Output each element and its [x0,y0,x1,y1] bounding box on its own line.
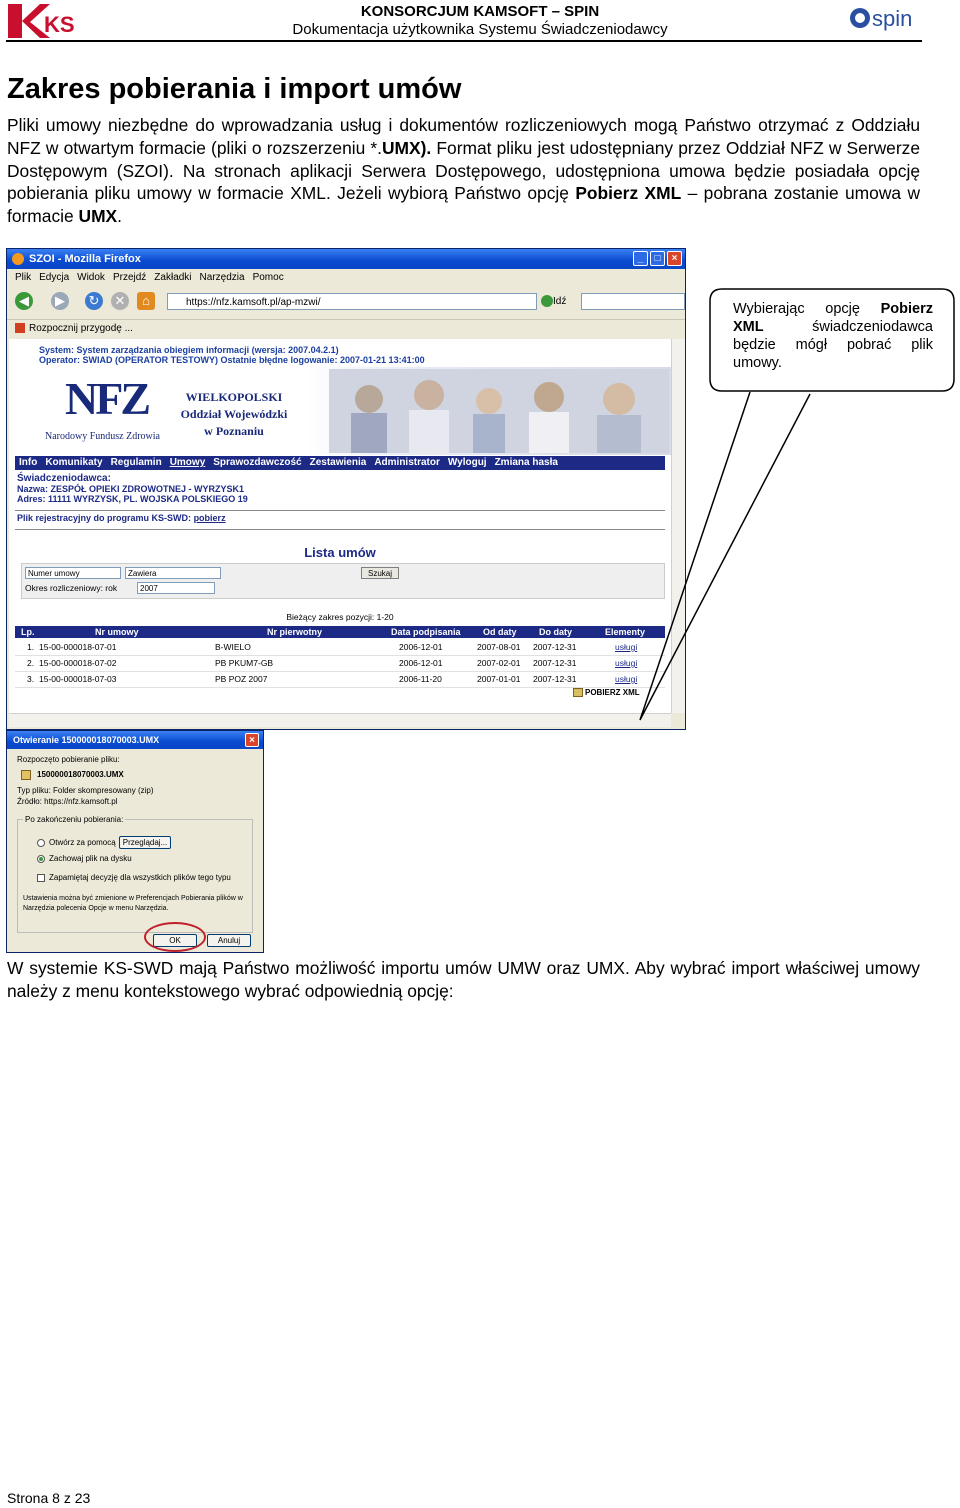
services-link[interactable]: usługi [615,642,638,652]
open-with-label: Otwórz za pomocą [49,838,116,847]
forward-icon[interactable]: ▶ [51,292,69,310]
browser-title-bar [7,249,685,269]
nav-info[interactable]: Info [19,457,38,468]
provider-name: Nazwa: ZESPÓŁ OPIEKI ZDROWOTNEJ - WYRZYSK1 [17,484,245,494]
table-header: Lp. Nr umowy Nr pierwotny Data podpisania Od daty Do daty Elementy [15,626,665,638]
page-number: Strona 8 z 23 [7,1490,91,1506]
callout-text: Wybierając opcję Pobierz XML świadczeniodawca będzie mógł pobrać plik umowy. [733,301,933,371]
menu-przejdz[interactable]: Przejdź [112,272,147,283]
remember-label: Zapamiętaj decyzję dla wszystkich plików tego typu [49,873,231,882]
header-divider [6,40,922,42]
dialog-close-button[interactable]: × [245,733,259,747]
menu-edycja[interactable]: Edycja [39,272,70,283]
menu-narzedzia[interactable]: Narzędzia [199,272,245,283]
reload-icon[interactable]: ↻ [85,292,103,310]
open-with-radio[interactable] [37,839,45,847]
nav-administrator[interactable]: Administrator [374,457,440,468]
section-title: Zakres pobierania i import umów [7,73,462,105]
spin-logo [848,2,916,34]
services-link[interactable]: usługi [615,674,638,684]
browse-button[interactable]: Przeglądaj... [119,836,171,849]
system-info: System: System zarządzania obiegiem informacji (wersja: 2007.04.2.1) [39,345,339,355]
dialog-source: Źródło: https://nfz.kamsoft.pl [17,797,118,806]
header-subtitle: Dokumentacja użytkownika Systemu Świadczeniodawcy [292,21,668,38]
region-name: WIELKOPOLSKI Oddział Wojewódzki w Poznaniu [180,390,288,438]
divider [15,510,665,511]
maximize-button[interactable]: □ [650,251,665,266]
bookmarks-bar [7,319,685,338]
ks-logo-text: KS [44,12,75,37]
save-to-disk-radio[interactable] [37,855,45,863]
close-button[interactable]: × [667,251,682,266]
callout-pointer [630,384,830,724]
cancel-button[interactable]: Anuluj [207,934,251,947]
nav-umowy[interactable]: Umowy [169,457,206,468]
period-label: Okres rozliczeniowy: rok [25,583,118,593]
home-icon[interactable]: ⌂ [137,292,155,310]
filter-field-select[interactable]: Numer umowy [25,567,121,579]
dialog-note: Ustawienia można być zmienione w Preferencjach Pobierania plików w [23,895,243,902]
menu-pomoc[interactable]: Pomoc [252,272,284,283]
search-box[interactable] [581,293,685,310]
spin-logo-text: spin [872,6,913,31]
nav-wyloguj[interactable]: Wyloguj [447,457,487,468]
save-to-disk-label: Zachowaj plik na dysku [49,854,132,863]
table-row[interactable]: 1. 15-00-000018-07-01 B-WIELO 2006-12-01 2007-08-01 2007-12-31 usługi [15,640,665,656]
provider-address: Adres: 11111 WYRZYSK, PL. WOJSKA POLSKIEGO 19 [17,494,248,504]
horizontal-scrollbar[interactable] [9,713,671,727]
go-label[interactable]: Idź [553,296,567,307]
intro-paragraph: Pliki umowy niezbędne do wprowadzania usług i dokumentów rozliczeniowych mogą Państwo otrzymać z Oddziału NFZ w otwartym formacie (pliki o rozszerzeniu *.UMX). Format pliku jest udostępniany przez Oddział NFZ w Serwerze Dostępowym (SZOI). Na stronach aplikacji Serwera Dostępowego, udostępniona umowa będzie posiadała opcję pobierania pliku umowy w formacie XML. Jeżeli wybiorą Państwo opcję Pobierz XML – pobrana zostanie umowa w formacie UMX. [7,115,920,227]
nav-komunikaty[interactable]: Komunikaty [45,457,103,468]
ok-highlight-ring [144,922,206,952]
url-bar[interactable]: https://nfz.kamsoft.pl/ap-mzwi/ [167,293,537,310]
remember-checkbox[interactable] [37,874,45,882]
bookmark-icon [15,323,25,333]
zip-folder-icon [21,770,31,780]
header-title: KONSORCJUM KAMSOFT – SPIN [360,3,600,20]
go-icon[interactable] [541,295,553,307]
browser-menu-bar [7,269,685,287]
download-xml-link[interactable]: POBIERZ XML [585,688,640,697]
bookmark-link[interactable]: Rozpocznij przygodę ... [29,323,133,334]
page-content [9,339,671,713]
menu-zakladki[interactable]: Zakładki [154,272,192,283]
range-info: Bieżący zakres pozycji: 1-20 [286,612,394,622]
dialog-note: Narzędzia polecenia Opcje w menu Narzędzia. [23,905,169,912]
back-icon[interactable]: ◀ [15,292,33,310]
stop-icon[interactable]: ✕ [111,292,129,310]
nfz-name: Narodowy Fundusz Zdrowia [45,431,160,442]
dialog-title: Otwieranie 150000018070003.UMX [13,735,160,745]
reg-file-link[interactable]: pobierz [193,513,226,523]
dialog-question: Po zakończeniu pobierania: [25,815,124,824]
year-select[interactable]: 2007 [137,582,215,594]
list-title: Lista umów [304,545,376,560]
nav-regulamin[interactable]: Regulamin [110,457,162,468]
divider [15,529,665,530]
outro-paragraph: W systemie KS-SWD mają Państwo możliwość importu umów UMW oraz UMX. Aby wybrać import właściwej umowy należy z menu kontekstowego wybrać odpowiednią opcję: [7,958,920,1001]
browser-window [6,248,686,730]
search-button[interactable]: Szukaj [361,567,399,579]
nav-sprawozdawczosc[interactable]: Sprawozdawczość [213,457,302,468]
ok-button[interactable]: OK [153,934,197,947]
table-row[interactable]: 2. 15-00-000018-07-02 PB PKUM7-GB 2006-12-01 2007-02-01 2007-12-31 usługi [15,656,665,672]
nav-zmiana-hasla[interactable]: Zmiana hasła [494,457,558,468]
download-dialog [6,730,264,953]
dialog-filetype: Typ pliku: Folder skompresowany (zip) [17,786,154,795]
filter-op-select[interactable]: Zawiera [125,567,221,579]
site-nav [15,456,665,470]
banner-people-image [329,369,669,453]
reg-file-row: Plik rejestracyjny do programu KS-SWD: pobierz [17,513,226,523]
dialog-title-bar [7,731,263,749]
nfz-logo: NFZ [65,373,148,424]
dialog-filename: 150000018070003.UMX [37,770,124,779]
firefox-icon [12,253,24,265]
menu-widok[interactable]: Widok [77,272,105,283]
provider-heading: Świadczeniodawca: [17,473,111,484]
nav-zestawienia[interactable]: Zestawienia [309,457,367,468]
services-link[interactable]: usługi [615,658,638,668]
xml-file-icon [573,688,583,697]
minimize-button[interactable]: _ [633,251,648,266]
table-row[interactable]: 3. 15-00-000018-07-03 PB POZ 2007 2006-11-20 2007-01-01 2007-12-31 usługi [15,672,665,688]
menu-plik[interactable]: Plik [15,272,32,283]
operator-info: Operator: SWIAD (OPERATOR TESTOWY) Ostatnie błędne logowanie: 2007-01-21 13:41:00 [39,355,425,365]
dialog-opening: Rozpoczęto pobieranie pliku: [17,755,120,764]
browser-title: SZOI - Mozilla Firefox [29,253,141,265]
